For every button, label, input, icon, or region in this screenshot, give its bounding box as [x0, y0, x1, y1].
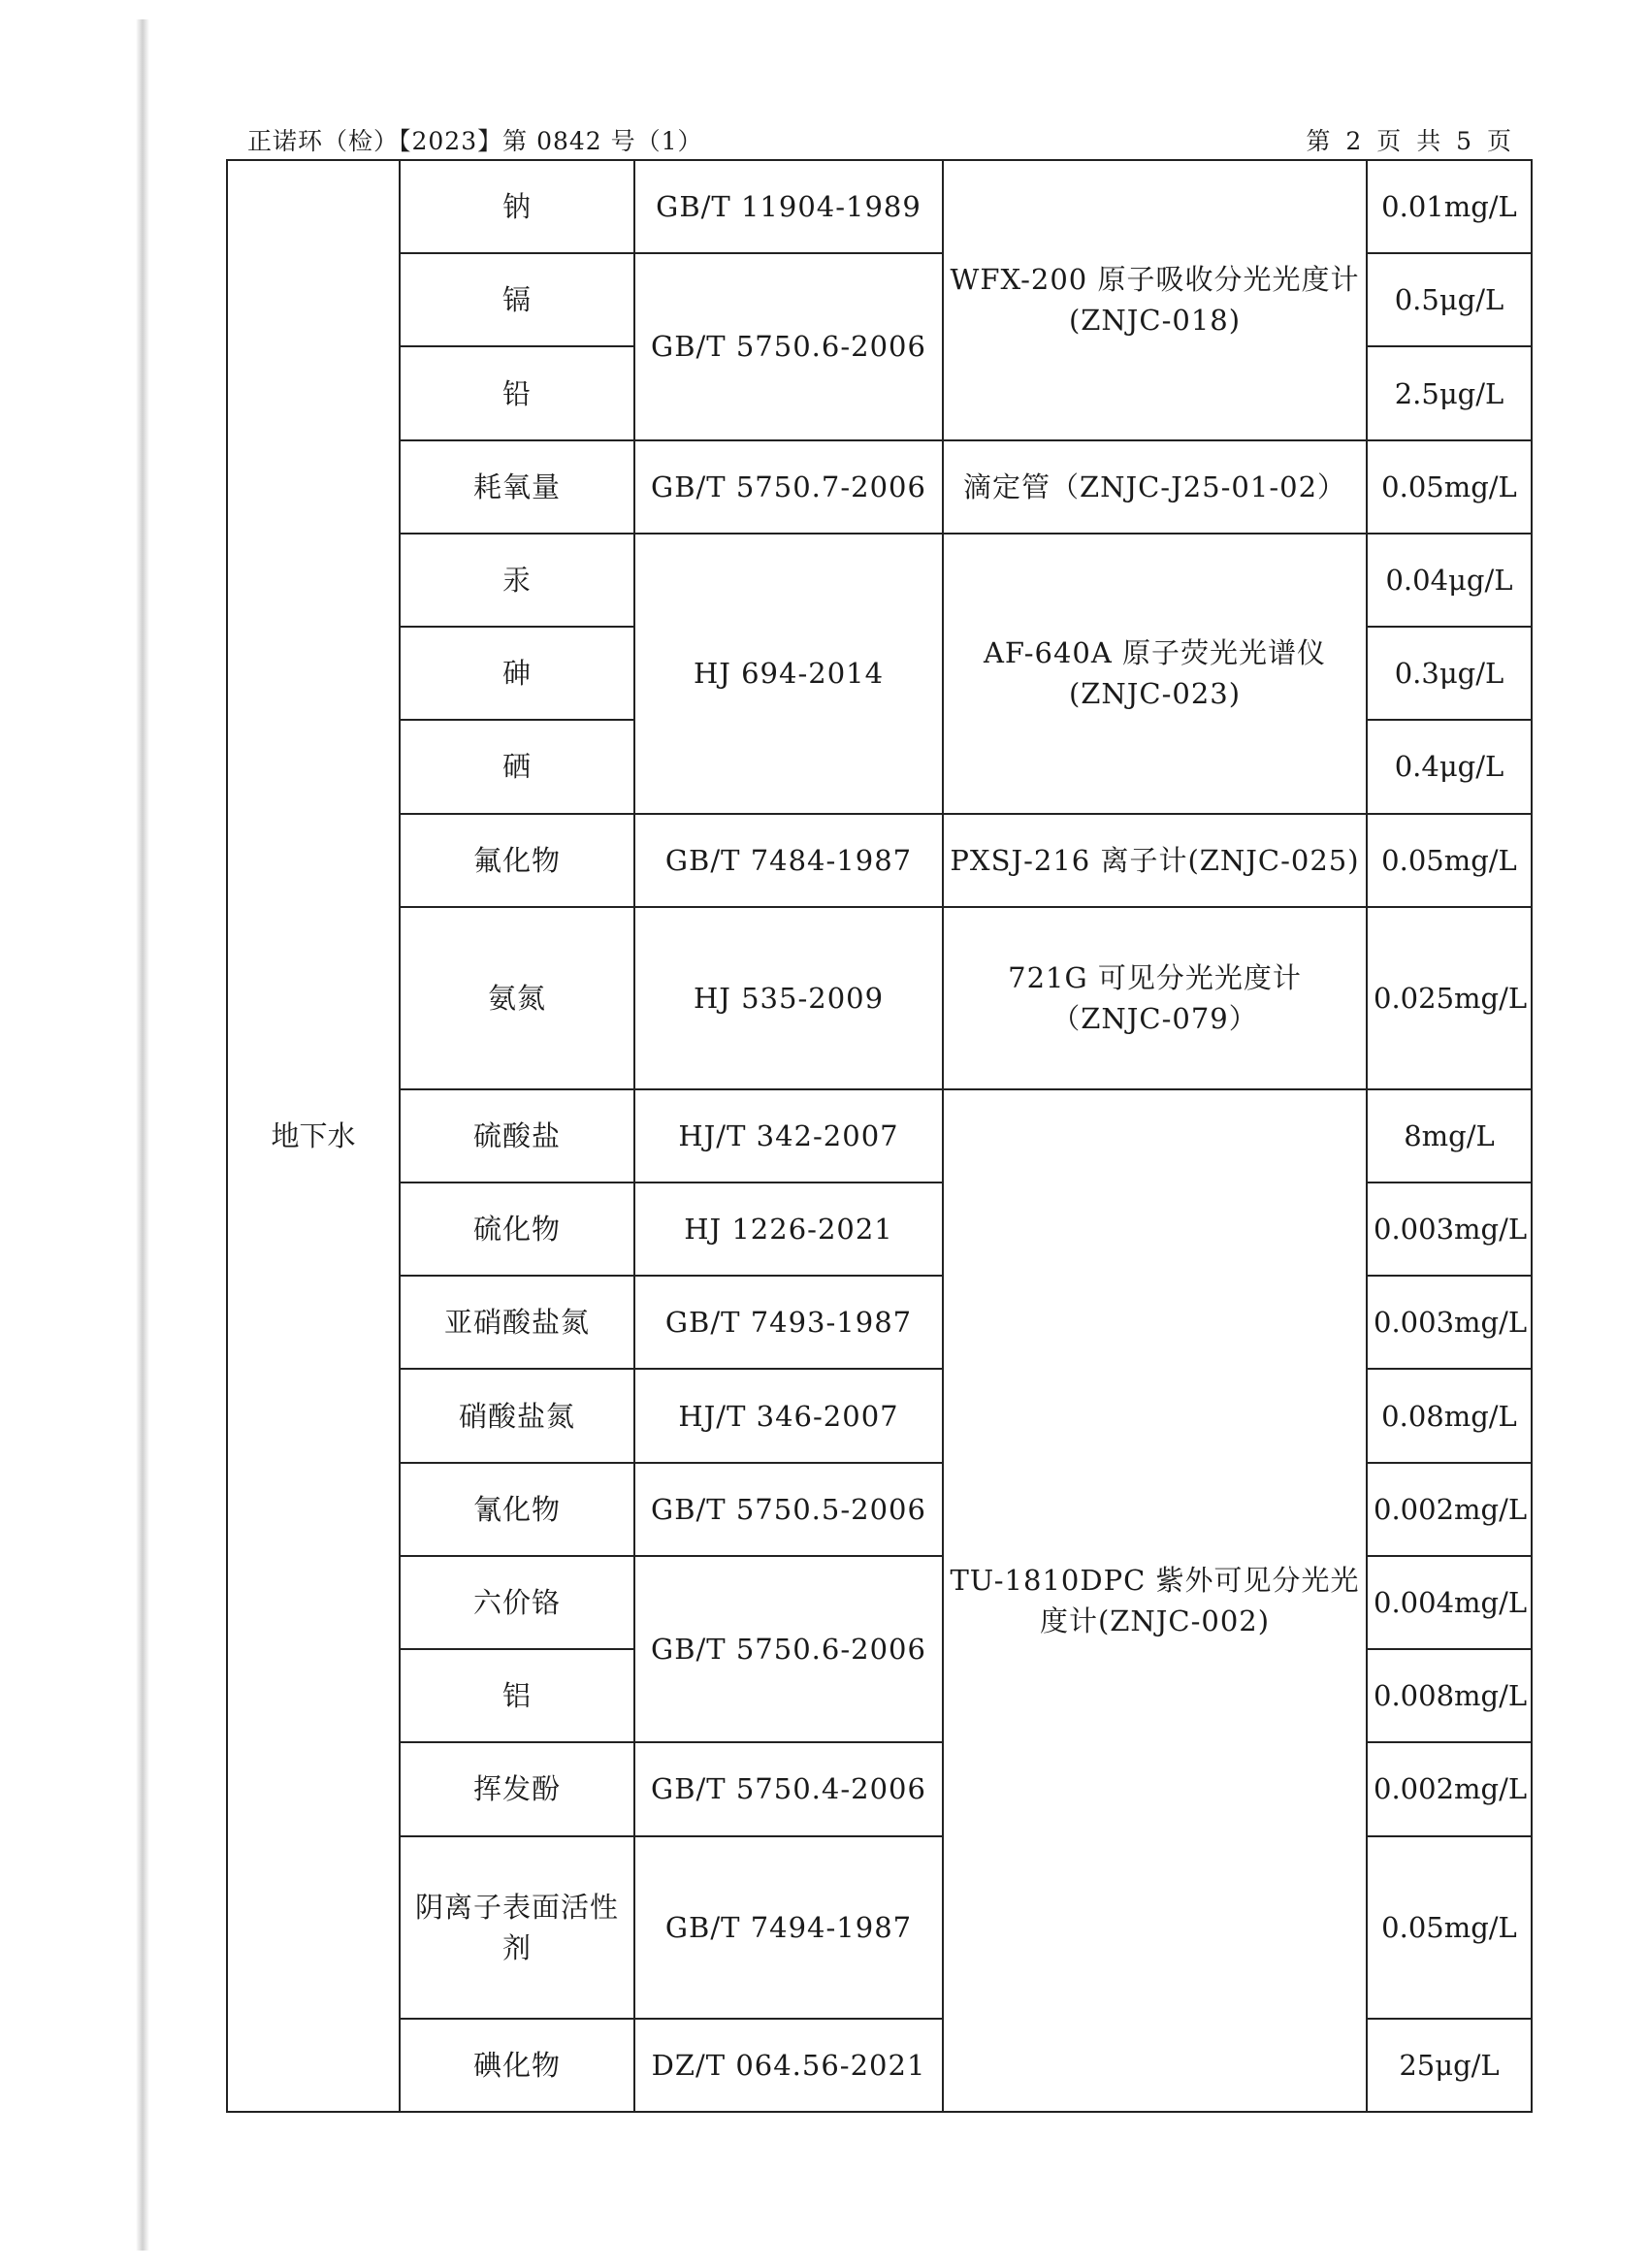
report-number: 正诺环（检）【2023】第 0842 号（1）: [247, 127, 703, 155]
detection-limit: 0.008mg/L: [1367, 1649, 1532, 1742]
method-standard: GB/T 7484-1987: [634, 814, 943, 907]
detection-limit: 0.5μg/L: [1367, 253, 1532, 346]
parameter-name: 钠: [400, 160, 634, 253]
parameter-name: 挥发酚: [400, 1742, 634, 1835]
detection-limit: 0.01mg/L: [1367, 160, 1532, 253]
instrument-cell: AF-640A 原子荧光光谱仪(ZNJC-023): [943, 534, 1367, 814]
page-indicator: 第 2 页 共 5 页: [1306, 127, 1515, 155]
table-row: [227, 814, 1532, 907]
parameter-name: 硫化物: [400, 1183, 634, 1276]
detection-limit: 25μg/L: [1367, 2019, 1532, 2112]
instrument-cell: 滴定管（ZNJC-J25-01-02）: [943, 440, 1367, 534]
table-row: [227, 1089, 1532, 1183]
table-row: [227, 534, 1532, 627]
instrument-cell: PXSJ-216 离子计(ZNJC-025): [943, 814, 1367, 907]
detection-limit: 0.003mg/L: [1367, 1183, 1532, 1276]
table-row: [227, 907, 1532, 1089]
parameter-name: 阴离子表面活性剂: [400, 1836, 634, 2019]
parameter-name: 碘化物: [400, 2019, 634, 2112]
detection-limit: 0.04μg/L: [1367, 534, 1532, 627]
detection-limit: 0.05mg/L: [1367, 1836, 1532, 2019]
method-standard: HJ/T 342-2007: [634, 1089, 943, 1183]
detection-limit: 0.08mg/L: [1367, 1369, 1532, 1462]
detection-limit: 0.002mg/L: [1367, 1463, 1532, 1556]
method-standard: HJ 535-2009: [634, 907, 943, 1089]
method-standard: GB/T 7493-1987: [634, 1276, 943, 1369]
method-standard: GB/T 5750.6-2006: [634, 253, 943, 439]
instrument-cell: 721G 可见分光光度计（ZNJC-079）: [943, 907, 1367, 1089]
parameter-name: 氨氮: [400, 907, 634, 1089]
parameter-name: 汞: [400, 534, 634, 627]
method-standard: GB/T 5750.7-2006: [634, 440, 943, 534]
parameter-name: 亚硝酸盐氮: [400, 1276, 634, 1369]
parameter-name: 氟化物: [400, 814, 634, 907]
instrument-cell: WFX-200 原子吸收分光光度计(ZNJC-018): [943, 160, 1367, 440]
detection-limit: 0.05mg/L: [1367, 814, 1532, 907]
instrument-cell: TU-1810DPC 紫外可见分光光度计(ZNJC-002): [943, 1089, 1367, 2112]
table-row: [227, 160, 1532, 253]
detection-limit: 0.004mg/L: [1367, 1556, 1532, 1649]
parameter-name: 铝: [400, 1649, 634, 1742]
table-row: [227, 440, 1532, 534]
method-standard: GB/T 7494-1987: [634, 1836, 943, 2019]
parameter-name: 硫酸盐: [400, 1089, 634, 1183]
parameter-name: 砷: [400, 627, 634, 720]
detection-limit: 8mg/L: [1367, 1089, 1532, 1183]
detection-limit: 2.5μg/L: [1367, 346, 1532, 439]
method-standard: GB/T 5750.5-2006: [634, 1463, 943, 1556]
parameter-name: 硒: [400, 720, 634, 813]
detection-limit: 0.3μg/L: [1367, 627, 1532, 720]
parameter-name: 镉: [400, 253, 634, 346]
detection-method-table: [226, 159, 1533, 2113]
parameter-name: 氰化物: [400, 1463, 634, 1556]
detection-limit: 0.003mg/L: [1367, 1276, 1532, 1369]
method-standard: GB/T 11904-1989: [634, 160, 943, 253]
parameter-name: 六价铬: [400, 1556, 634, 1649]
method-standard: HJ 694-2014: [634, 534, 943, 814]
method-standard: GB/T 5750.4-2006: [634, 1742, 943, 1835]
method-standard: GB/T 5750.6-2006: [634, 1556, 943, 1742]
method-standard: DZ/T 064.56-2021: [634, 2019, 943, 2112]
parameter-name: 耗氧量: [400, 440, 634, 534]
category-cell: 地下水: [227, 160, 400, 2112]
page-fold-shadow: [136, 19, 149, 2251]
detection-limit: 0.002mg/L: [1367, 1742, 1532, 1835]
method-standard: HJ/T 346-2007: [634, 1369, 943, 1462]
detection-limit: 0.05mg/L: [1367, 440, 1532, 534]
parameter-name: 硝酸盐氮: [400, 1369, 634, 1462]
detection-limit: 0.4μg/L: [1367, 720, 1532, 813]
detection-limit: 0.025mg/L: [1367, 907, 1532, 1089]
method-standard: HJ 1226-2021: [634, 1183, 943, 1276]
parameter-name: 铅: [400, 346, 634, 439]
